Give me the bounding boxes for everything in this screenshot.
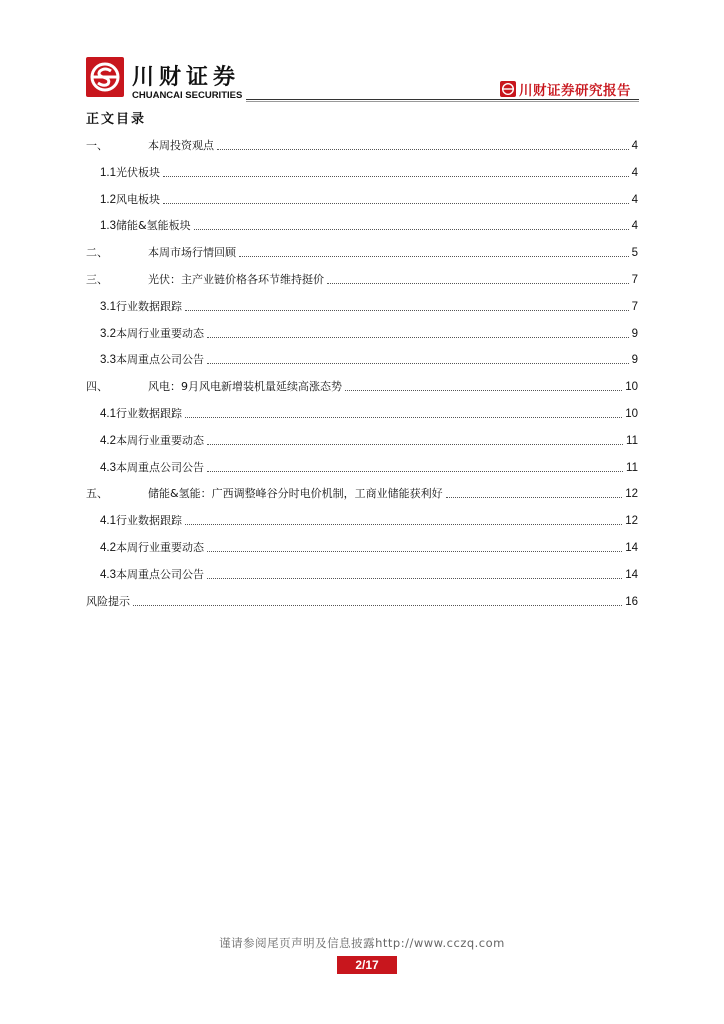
toc-leader-dots <box>185 416 622 418</box>
toc-leader-dots <box>327 282 629 284</box>
toc-entry-label <box>100 193 160 207</box>
chuancai-mini-logo-icon <box>500 81 516 97</box>
toc-entry-number: 4.1 <box>100 408 116 420</box>
toc-entry[interactable] <box>100 187 638 207</box>
company-name-cn: 川财证券 <box>132 65 241 90</box>
toc-entry-text: 光伏板块 <box>116 165 160 179</box>
toc-leader-dots <box>194 228 629 230</box>
toc-entry[interactable] <box>100 294 638 314</box>
footer-disclaimer: 谨请参阅尾页声明及信息披露http://www.cczq.com <box>219 936 505 950</box>
toc-entry-page: 5 <box>631 247 638 260</box>
toc-entry-text: 行业数据跟踪 <box>116 299 182 313</box>
toc-entry-number: 四、 <box>86 380 108 394</box>
toc-entry-page: 12 <box>625 515 638 528</box>
toc-entry[interactable] <box>100 213 638 233</box>
toc-entry-page: 14 <box>625 542 638 554</box>
toc-entry-number: 3.2 <box>100 327 116 340</box>
report-brand <box>500 80 631 98</box>
toc-entry-page: 9 <box>631 354 638 367</box>
toc-entry-page: 9 <box>631 327 638 340</box>
toc-entry-text: 行业数据跟踪 <box>116 514 182 528</box>
page-number-badge: 2/17 <box>337 956 397 974</box>
toc-entry-label <box>86 380 342 394</box>
toc-entry-label <box>100 219 191 233</box>
toc-entry-label <box>100 353 204 367</box>
toc-entry-text: 风险提示 <box>86 594 130 608</box>
toc-entry-text: 本周重点公司公告 <box>116 460 204 474</box>
toc-entry-page: 10 <box>625 381 638 394</box>
toc-entry-label <box>100 327 204 341</box>
toc-entry-number: 1.3 <box>100 220 116 233</box>
toc-entry-label <box>86 595 130 609</box>
toc-entry-label <box>86 246 236 260</box>
toc-entry-text: 光伏：主产业链价格各环节维持挺价 <box>148 273 324 286</box>
toc-entry[interactable] <box>86 481 638 501</box>
toc-entry-page: 7 <box>631 274 638 286</box>
toc-entry[interactable] <box>86 589 638 609</box>
toc-entry[interactable] <box>100 401 638 421</box>
toc-leader-dots <box>239 255 629 257</box>
toc-entry-text: 本周行业重要动态 <box>116 541 204 554</box>
toc-leader-dots <box>207 443 623 445</box>
toc-leader-dots <box>345 389 622 391</box>
toc-entry-text: 本周投资观点 <box>148 139 214 152</box>
toc-entry-page: 11 <box>626 461 638 474</box>
toc-entry-number: 3.3 <box>100 354 116 367</box>
toc-entry-number: 一、 <box>86 139 108 152</box>
toc-entry[interactable] <box>86 374 638 394</box>
report-brand-text: 川财证券研究报告 <box>519 83 631 99</box>
toc-entry-page: 12 <box>625 488 638 501</box>
toc-entry-text: 本周行业重要动态 <box>116 326 204 340</box>
toc-entry-text: 风电：9月风电新增装机量延续高涨态势 <box>148 380 342 394</box>
toc-title: 正文目录 <box>86 112 147 127</box>
toc-entry-page: 10 <box>625 408 638 420</box>
toc-entry-number: 4.1 <box>100 515 116 528</box>
toc-leader-dots <box>163 175 629 177</box>
toc-entry-label <box>100 461 204 475</box>
toc-entry-number: 二、 <box>86 246 108 260</box>
header-rule-thin <box>246 101 639 102</box>
toc-entry-label <box>100 514 182 528</box>
toc-leader-dots <box>217 148 629 150</box>
toc-leader-dots <box>207 550 622 552</box>
toc-entry-number: 4.2 <box>100 434 116 447</box>
toc-entry-label <box>86 273 324 287</box>
toc-entry-label <box>100 407 182 421</box>
toc-entry-text: 行业数据跟踪 <box>116 407 182 420</box>
toc-leader-dots <box>207 336 629 338</box>
toc-entry[interactable] <box>100 321 638 341</box>
toc-leader-dots <box>207 362 629 364</box>
toc-entry-text: 本周行业重要动态 <box>116 433 204 447</box>
toc-entry[interactable] <box>86 267 638 287</box>
toc-leader-dots <box>207 470 623 472</box>
toc-entry-number: 1.1 <box>100 166 116 179</box>
toc-entry-page: 4 <box>631 220 638 233</box>
toc-entry-page: 7 <box>631 300 638 313</box>
company-name-en: CHUANCAI SECURITIES <box>132 90 243 101</box>
toc-entry-page: 11 <box>626 434 638 447</box>
toc-entry-page: 4 <box>631 140 638 152</box>
toc-entry-text: 本周重点公司公告 <box>116 353 204 367</box>
chuancai-logo-icon <box>86 57 124 97</box>
toc-entry-label <box>86 139 214 153</box>
toc-entry-number: 4.2 <box>100 542 116 554</box>
toc-entry-text: 本周重点公司公告 <box>116 567 204 581</box>
toc-entry-page: 4 <box>631 166 638 179</box>
toc-entry[interactable] <box>100 160 638 180</box>
toc-leader-dots <box>185 523 622 525</box>
toc-leader-dots <box>446 496 623 498</box>
toc-entry-label <box>100 434 204 448</box>
toc-entry[interactable] <box>100 347 638 367</box>
toc-entry-label <box>100 568 204 582</box>
toc-entry-text: 储能&氢能：广西调整峰谷分时电价机制，工商业储能获利好 <box>148 487 443 501</box>
toc-entry-text: 储能&氢能板块 <box>116 219 191 233</box>
toc-entry-text: 风电板块 <box>116 192 160 206</box>
toc-entry-text: 本周市场行情回顾 <box>148 246 236 260</box>
header-rule <box>246 99 639 100</box>
toc-entry-label <box>100 166 160 180</box>
toc-entry[interactable] <box>100 455 638 475</box>
toc-entry-label <box>100 541 204 555</box>
toc-leader-dots <box>133 604 622 606</box>
toc-entry-number: 五、 <box>86 487 108 501</box>
toc-entry-number: 1.2 <box>100 193 116 206</box>
toc-entry-page: 16 <box>625 595 638 608</box>
toc-entry-page: 4 <box>631 193 638 206</box>
toc-entry-page: 14 <box>625 568 638 581</box>
toc-entry-number: 3.1 <box>100 300 116 313</box>
toc-entry-number: 4.3 <box>100 461 116 474</box>
page-header <box>0 0 724 110</box>
toc-entry[interactable] <box>100 428 638 448</box>
toc-leader-dots <box>185 309 629 311</box>
toc-entry[interactable] <box>100 562 638 582</box>
toc-entry-label <box>100 300 182 314</box>
toc-leader-dots <box>163 202 629 204</box>
toc-entry[interactable] <box>86 133 638 153</box>
toc-leader-dots <box>207 577 622 579</box>
toc-entry-number: 4.3 <box>100 568 116 581</box>
toc-entry[interactable] <box>100 508 638 528</box>
toc-entry[interactable] <box>86 240 638 260</box>
toc-entry-number: 三、 <box>86 273 108 286</box>
toc-entry[interactable] <box>100 535 638 555</box>
toc-entry-label <box>86 487 443 501</box>
